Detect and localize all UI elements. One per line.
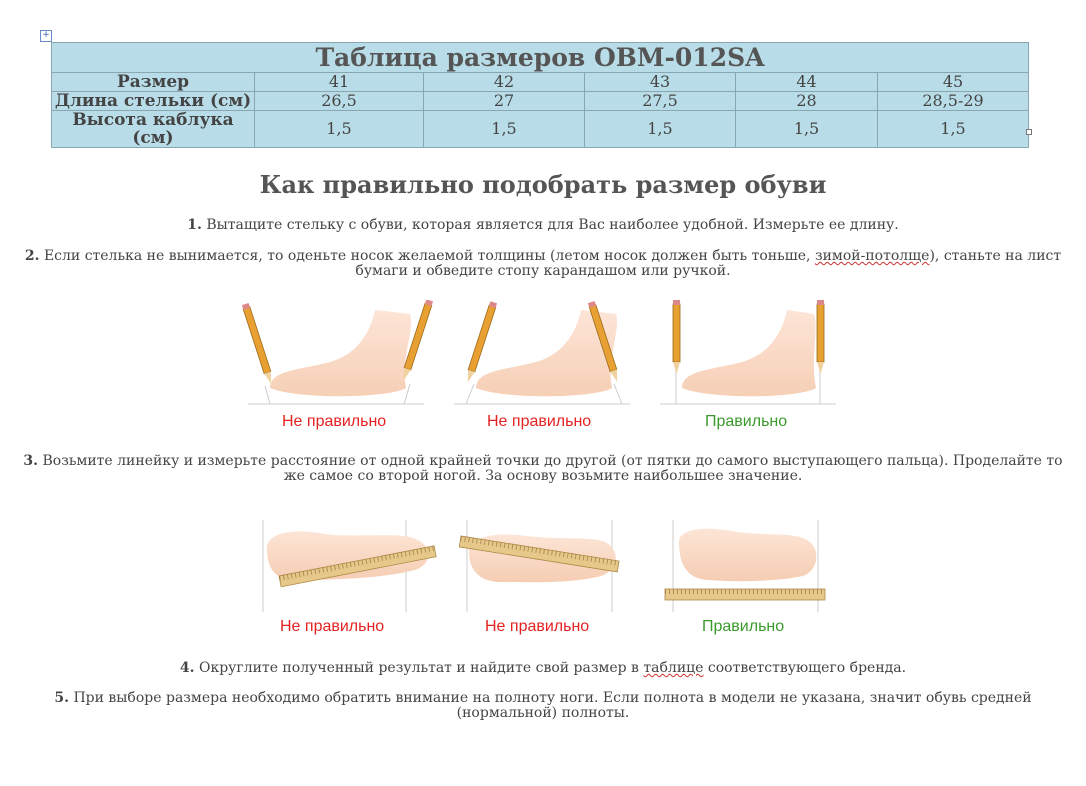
table-cell: 27 — [424, 92, 585, 111]
pencil-figure-wrong-1 — [242, 300, 433, 404]
table-header-cell: 45 — [878, 73, 1029, 92]
step-2 — [20, 249, 1066, 279]
step-text: При выборе размера необходимо обратить внимание на полноту ноги. Если полнота в модели не указана, значит обувь средней (нормальной) полноты. — [73, 690, 1032, 721]
caption-wrong: Не правильно — [487, 413, 592, 430]
step-1 — [20, 218, 1066, 233]
table-cell: 27,5 — [585, 92, 736, 111]
table-cell: 1,5 — [424, 111, 585, 148]
step-5 — [40, 691, 1046, 721]
table-cell: 28 — [736, 92, 878, 111]
pencil-figure-right — [660, 300, 836, 404]
table-cell: 1,5 — [736, 111, 878, 148]
table-resize-handle-icon[interactable] — [1026, 129, 1032, 135]
step-text: Если стелька не вынимается, то оденьте носок желаемой толщины (летом носок должен быть тоньше, — [43, 248, 811, 264]
pencil-figure-wrong-2 — [454, 301, 630, 404]
table-cell: 1,5 — [585, 111, 736, 148]
caption-wrong: Не правильно — [485, 618, 590, 635]
table-row — [52, 73, 1029, 92]
ruler-measuring-figures — [255, 518, 835, 614]
step-text: Вытащите стельку с обуви, которая является для Вас наиболее удобной. Измерьте ее длину. — [206, 217, 899, 233]
table-header-cell: Размер — [52, 73, 255, 92]
step-number: 1. — [187, 217, 202, 233]
caption-wrong: Не правильно — [282, 413, 387, 430]
table-cell: 1,5 — [255, 111, 424, 148]
ruler-figure-right — [665, 520, 825, 612]
ruler-figure-wrong-2 — [459, 520, 619, 612]
caption-right: Правильно — [705, 413, 788, 430]
step-text: Возьмите линейку и измерьте расстояние от одной крайней точки до другой (от пятки до самого выступающего пальца). Проделайте то же самое со второй ногой. За основу возьмите наибольшее значение. — [42, 453, 1063, 484]
step-3 — [20, 454, 1066, 484]
step-number: 4. — [179, 660, 195, 676]
spellcheck-word: таблице — [643, 660, 704, 676]
table-row — [52, 111, 1029, 148]
table-cell: 28,5-29 — [878, 92, 1029, 111]
table-title: Таблица размеров OBM-012SA — [52, 43, 1029, 73]
step-number: 2. — [24, 248, 40, 264]
step-4 — [20, 661, 1066, 676]
table-cell: Длина стельки (см) — [52, 92, 255, 111]
step-number: 5. — [54, 690, 69, 706]
table-header-cell: 42 — [424, 73, 585, 92]
ruler-figure-wrong-1 — [263, 520, 436, 612]
table-header-cell: 41 — [255, 73, 424, 92]
table-row — [52, 92, 1029, 111]
size-table — [51, 42, 1029, 148]
table-cell: 1,5 — [878, 111, 1029, 148]
step-text: ), станьте на лист бумаги и обведите стопу карандашом или ручкой. — [355, 248, 1062, 279]
guide-heading: Как правильно подобрать размер обуви — [259, 170, 827, 199]
caption-right: Правильно — [702, 618, 785, 635]
table-cell: Высота каблука (см) — [52, 111, 255, 148]
step-text: соответствующего бренда. — [707, 660, 907, 676]
pencil-tracing-figures — [230, 300, 850, 412]
step-text: Округлите полученный результат и найдите свой размер в — [198, 660, 639, 676]
caption-wrong: Не правильно — [280, 618, 385, 635]
spellcheck-word: зимой-потолще — [814, 248, 930, 264]
table-header-cell: 44 — [736, 73, 878, 92]
table-cell: 26,5 — [255, 92, 424, 111]
table-move-handle-icon[interactable]: + — [40, 30, 52, 42]
table-header-cell: 43 — [585, 73, 736, 92]
step-number: 3. — [23, 453, 39, 469]
